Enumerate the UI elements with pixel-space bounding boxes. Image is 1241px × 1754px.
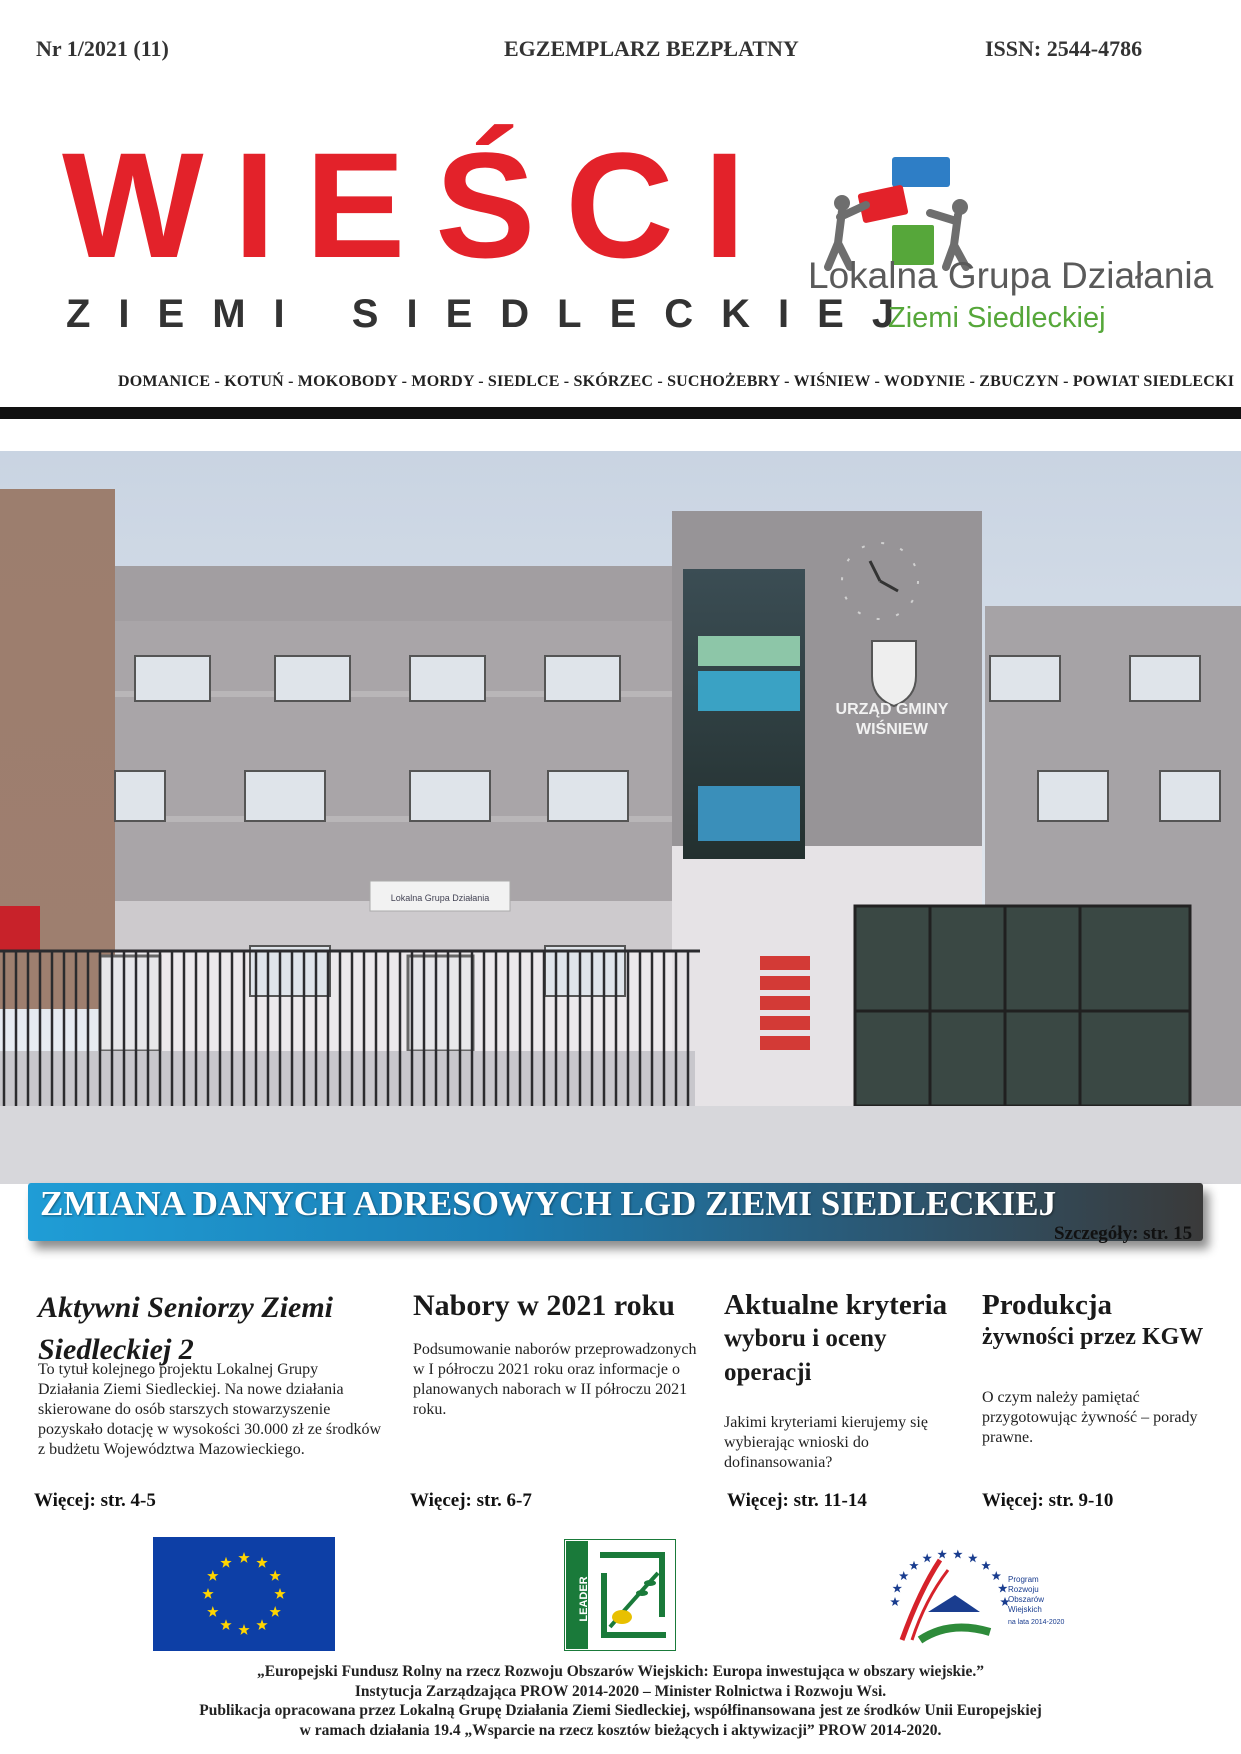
headline-details-link[interactable]: Szczegóły: str. 15 xyxy=(1054,1223,1193,1244)
lgd-name: Lokalna Grupa Działania xyxy=(808,255,1214,296)
article-title-food[interactable]: Produkcja xyxy=(982,1289,1112,1321)
office-sign-line1: URZĄD GMINY xyxy=(835,701,949,718)
prow-star-icon xyxy=(968,1553,978,1562)
municipalities-list: DOMANICE - KOTUŃ - MOKOBODY - MORDY - SIEDLCE - SKÓRZEC - SUCHOŻEBRY - WIŚNIEW - WODYNIE - ZBUCZYN - POWIAT SIEDLECKI xyxy=(118,373,1235,390)
prow-line3: Obszarów xyxy=(1008,1595,1045,1604)
headline-banner-text: ZMIANA DANYCH ADRESOWYCH LGD ZIEMI SIEDLECKIEJ xyxy=(40,1184,1057,1223)
prow-star-icon xyxy=(992,1571,1002,1580)
eu-flag-icon xyxy=(153,1537,335,1651)
prow-star-icon xyxy=(899,1571,909,1580)
prow-star-icon xyxy=(909,1561,919,1570)
article-title-calls[interactable]: Nabory w 2021 roku xyxy=(413,1289,675,1322)
prow-star-icon xyxy=(981,1561,991,1570)
cover-photo-office-building xyxy=(0,451,1241,1184)
article-more-calls[interactable]: Więcej: str. 6-7 xyxy=(410,1490,532,1511)
article-summary-food: O czym należy pamiętać przygotowując żywność – porady prawne. xyxy=(982,1389,1198,1446)
prow-line5: na lata 2014-2020 xyxy=(1008,1619,1065,1626)
prow-star-icon xyxy=(953,1550,963,1559)
article-subtitle-food: żywności przez KGW xyxy=(982,1324,1204,1350)
article-summary-criteria: Jakimi kryteriami kierujemy się wybierając wnioski do dofinansowania? xyxy=(724,1414,928,1471)
article-more-criteria[interactable]: Więcej: str. 11-14 xyxy=(727,1490,867,1511)
footer-line2: Instytucja Zarządzająca PROW 2014-2020 – Minister Rolnictwa i Rozwoju Wsi. xyxy=(354,1682,887,1700)
magazine-subtitle: ZIEMI SIEDLECKIEJ xyxy=(66,292,923,336)
prow-star-icon xyxy=(922,1553,932,1562)
prow-line1: Program xyxy=(1008,1575,1039,1584)
funding-footer xyxy=(0,1662,1241,1741)
office-sign-line2: WIŚNIEW xyxy=(856,721,928,738)
lgd-region: Ziemi Siedleckiej xyxy=(888,302,1106,334)
article-more-seniors[interactable]: Więcej: str. 4-5 xyxy=(34,1490,156,1511)
prow-line4: Wiejskich xyxy=(1008,1605,1042,1614)
footer-line4: w ramach działania 19.4 „Wsparcie na rzecz kosztów bieżących i aktywizacji” PROW 2014-2020. xyxy=(299,1722,942,1740)
prow-star-icon xyxy=(893,1584,903,1593)
footer-line1: „Europejski Fundusz Rolny na rzecz Rozwoju Obszarów Wiejskich: Europa inwestująca w obszary wiejskie.” xyxy=(257,1663,984,1680)
article-summary-calls: Podsumowanie naborów przeprowadzonych w I półroczu 2021 roku oraz informacje o planowanych naborach w II półroczu 2021 roku. xyxy=(413,1341,697,1418)
prow-star-icon xyxy=(890,1597,900,1606)
article-subtitle-criteria: wyboru i oceny operacji xyxy=(724,1325,887,1386)
header-divider xyxy=(0,407,1241,419)
article-more-food[interactable]: Więcej: str. 9-10 xyxy=(982,1490,1114,1511)
article-title-seniors[interactable]: Aktywni Seniorzy Ziemi Siedleckiej 2 xyxy=(38,1291,334,1366)
article-title-criteria[interactable]: Aktualne kryteria xyxy=(724,1289,948,1321)
issn-label: ISSN: 2544-4786 xyxy=(985,36,1143,61)
leader-logo-icon xyxy=(564,1539,676,1651)
door-sign: Lokalna Grupa Działania xyxy=(390,893,490,903)
leader-text: LEADER xyxy=(578,1576,590,1622)
issue-number: Nr 1/2021 (11) xyxy=(36,36,169,61)
prow-line2: Rozwoju xyxy=(1008,1585,1039,1594)
free-copy-label: EGZEMPLARZ BEZPŁATNY xyxy=(504,36,799,61)
prow-star-icon xyxy=(998,1584,1008,1593)
magazine-title: WIEŚCI xyxy=(62,121,776,289)
prow-logo-icon xyxy=(880,1540,1070,1655)
article-summary-seniors: To tytuł kolejnego projektu Lokalnej Grupy Działania Ziemi Siedleckiej. Na nowe działania skierowane do osób starszych stowarzyszenie pozyskało dotację w wysokości 30.000 zł ze środków z budżetu Województwa Mazowieckiego. xyxy=(38,1361,382,1458)
prow-star-icon xyxy=(937,1550,947,1559)
footer-line3: Publikacja opracowana przez Lokalną Grupę Działania Ziemi Siedleckiej, współfinansowana jest ze środków Unii Europejskiej xyxy=(199,1702,1042,1720)
